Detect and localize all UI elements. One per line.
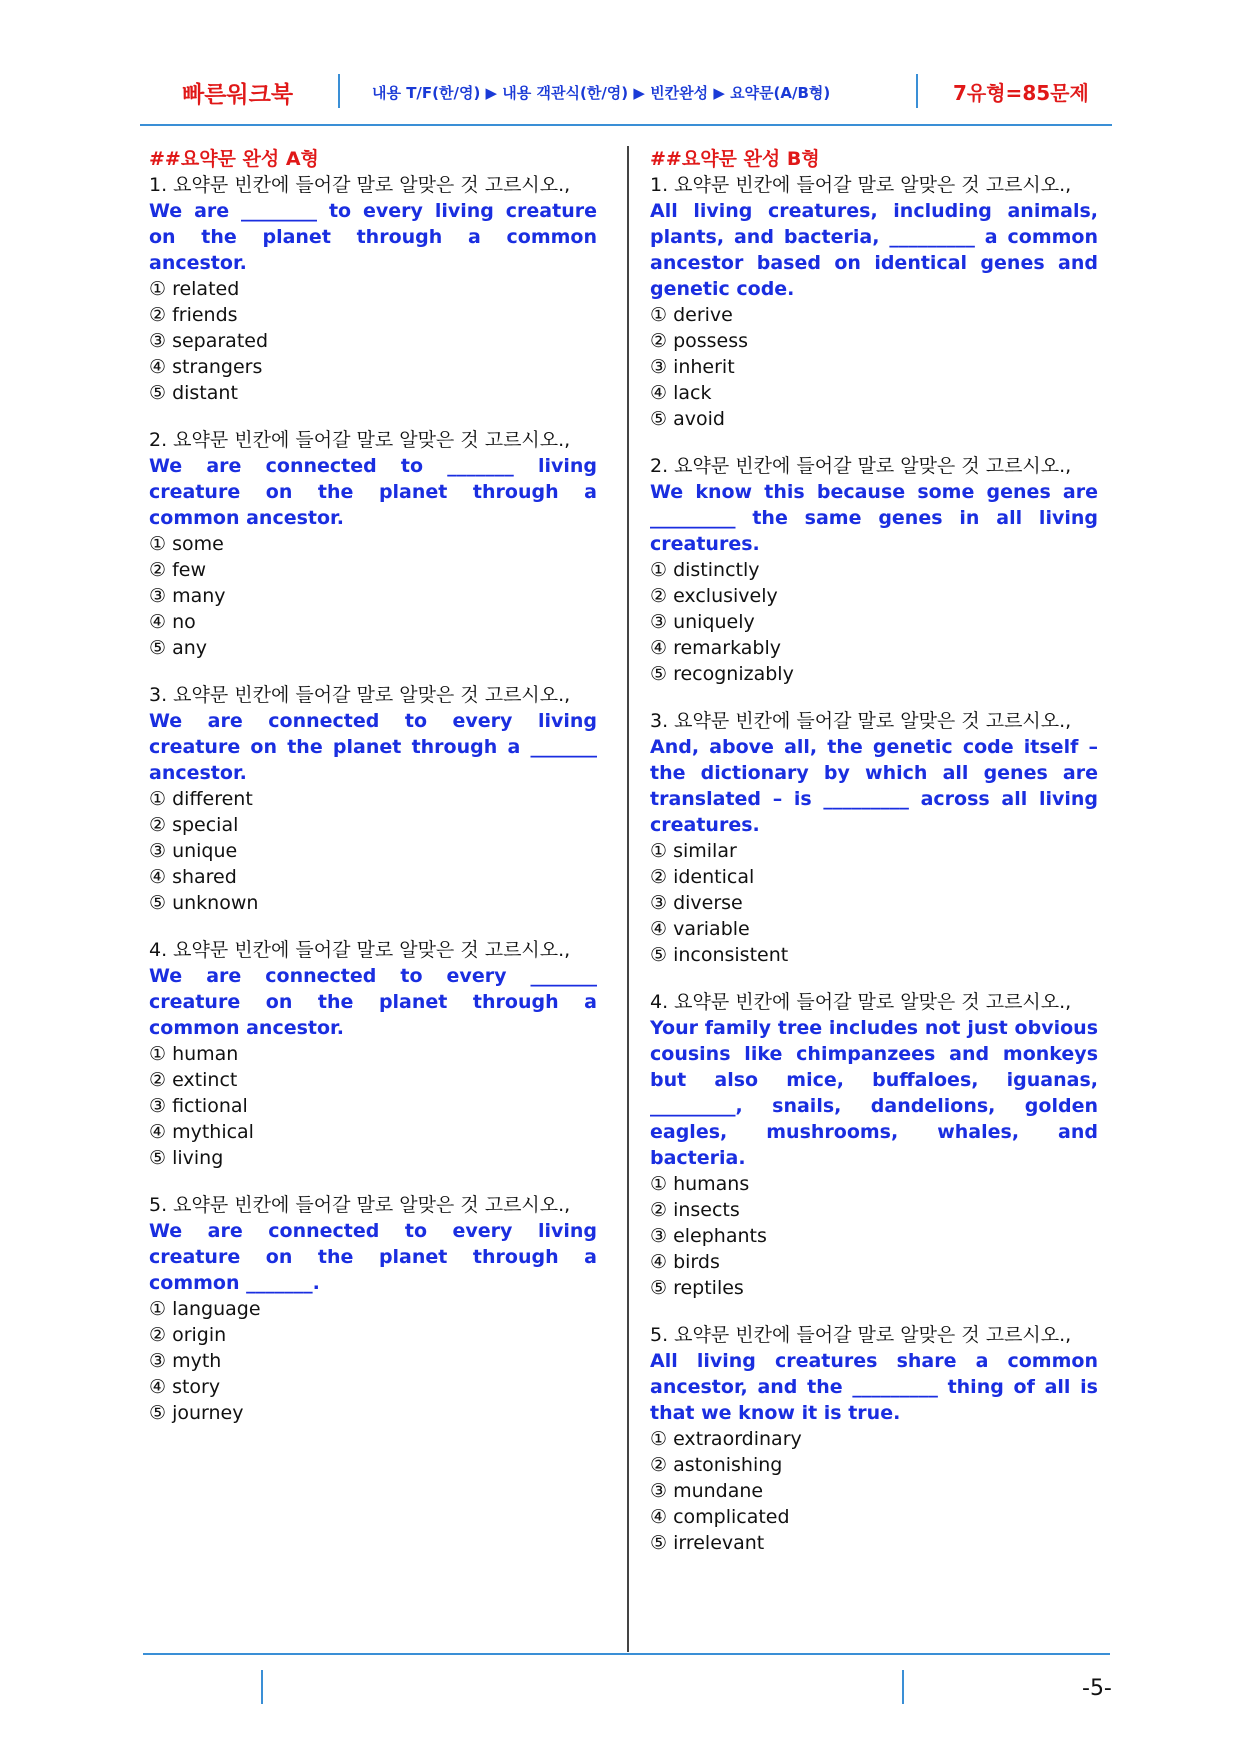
question-prompt: 3. 요약문 빈칸에 들어갈 말로 알맞은 것 고르시오., (650, 710, 1072, 732)
question-item (149, 682, 597, 916)
summary-sentence: We are connected to every _______ creature on the planet through a common ancestor. (149, 965, 597, 1039)
footer-divider (902, 1670, 904, 1704)
answer-option[interactable]: ② few (149, 559, 206, 581)
brand-title: 빠른워크북 (182, 82, 294, 108)
answer-option[interactable]: ③ many (149, 585, 226, 607)
column-divider (627, 146, 629, 1652)
answer-option[interactable]: ③ uniquely (650, 611, 755, 633)
section-a-column (149, 146, 597, 1447)
question-item (650, 708, 1098, 968)
summary-sentence: We know this because some genes are _________ the same genes in all living creatures. (650, 481, 1098, 555)
question-prompt: 2. 요약문 빈칸에 들어갈 말로 알맞은 것 고르시오., (149, 429, 571, 451)
answer-option[interactable]: ① related (149, 278, 240, 300)
answer-option[interactable]: ② friends (149, 304, 238, 326)
answer-option[interactable]: ④ shared (149, 866, 237, 888)
answer-option[interactable]: ① distinctly (650, 559, 760, 581)
answer-option[interactable]: ① language (149, 1298, 261, 1320)
question-item (149, 172, 597, 406)
summary-sentence: We are connected to every living creature on the planet through a _______ ancestor. (149, 710, 597, 784)
answer-option[interactable]: ① some (149, 533, 224, 555)
question-prompt: 1. 요약문 빈칸에 들어갈 말로 알맞은 것 고르시오., (650, 174, 1072, 196)
header-divider (916, 74, 918, 108)
answer-option[interactable]: ① extraordinary (650, 1428, 802, 1450)
footer-divider (261, 1670, 263, 1704)
question-prompt: 5. 요약문 빈칸에 들어갈 말로 알맞은 것 고르시오., (650, 1324, 1072, 1346)
summary-sentence: Your family tree includes not just obvious cousins like chimpanzees and monkeys but also mice, buffaloes, iguanas, _________, snails, dandelions, golden eagles, mushrooms, whales, and bacteria. (650, 1017, 1098, 1169)
answer-option[interactable]: ⑤ irrelevant (650, 1532, 765, 1554)
answer-option[interactable]: ⑤ inconsistent (650, 944, 789, 966)
answer-option[interactable]: ② astonishing (650, 1454, 783, 1476)
page-header (140, 72, 1112, 112)
section-a-title: ##요약문 완성 A형 (149, 148, 319, 170)
header-rule (140, 124, 1112, 126)
answer-option[interactable]: ④ story (149, 1376, 221, 1398)
summary-sentence: And, above all, the genetic code itself – the dictionary by which all genes are translated – is _________ across all living creatures. (650, 736, 1098, 836)
answer-option[interactable]: ② origin (149, 1324, 227, 1346)
answer-option[interactable]: ③ mundane (650, 1480, 764, 1502)
answer-option[interactable]: ⑤ journey (149, 1402, 244, 1424)
answer-option[interactable]: ④ mythical (149, 1121, 254, 1143)
answer-option[interactable]: ④ lack (650, 382, 712, 404)
answer-option[interactable]: ③ unique (149, 840, 238, 862)
answer-option[interactable]: ① similar (650, 840, 737, 862)
question-item (149, 1192, 597, 1426)
answer-option[interactable]: ⑤ living (149, 1147, 224, 1169)
answer-option[interactable]: ③ myth (149, 1350, 222, 1372)
summary-sentence: We are connected to every living creature on the planet through a common _______. (149, 1220, 597, 1294)
question-prompt: 4. 요약문 빈칸에 들어갈 말로 알맞은 것 고르시오., (650, 991, 1072, 1013)
answer-option[interactable]: ② extinct (149, 1069, 238, 1091)
summary-sentence: We are connected to _______ living creature on the planet through a common ancestor. (149, 455, 597, 529)
answer-option[interactable]: ③ separated (149, 330, 269, 352)
workflow-steps: 내용 T/F(한/영) ▶ 내용 객관식(한/영) ▶ 빈칸완성 ▶ 요약문(A/B형) (372, 84, 831, 102)
answer-option[interactable]: ③ elephants (650, 1225, 767, 1247)
question-prompt: 3. 요약문 빈칸에 들어갈 말로 알맞은 것 고르시오., (149, 684, 571, 706)
section-b-column (650, 146, 1098, 1577)
answer-option[interactable]: ⑤ recognizably (650, 663, 794, 685)
answer-option[interactable]: ⑤ reptiles (650, 1277, 744, 1299)
header-divider (338, 74, 340, 108)
answer-option[interactable]: ③ inherit (650, 356, 735, 378)
answer-option[interactable]: ④ variable (650, 918, 750, 940)
question-prompt: 2. 요약문 빈칸에 들어갈 말로 알맞은 것 고르시오., (650, 455, 1072, 477)
answer-option[interactable]: ⑤ any (149, 637, 208, 659)
question-prompt: 1. 요약문 빈칸에 들어갈 말로 알맞은 것 고르시오., (149, 174, 571, 196)
answer-option[interactable]: ② possess (650, 330, 749, 352)
problem-count: 7유형=85문제 (953, 81, 1089, 105)
answer-option[interactable]: ③ fictional (149, 1095, 248, 1117)
answer-option[interactable]: ② special (149, 814, 239, 836)
answer-option[interactable]: ② exclusively (650, 585, 778, 607)
answer-option[interactable]: ④ no (149, 611, 196, 633)
question-item (650, 453, 1098, 687)
answer-option[interactable]: ③ diverse (650, 892, 743, 914)
question-item (650, 1322, 1098, 1556)
summary-sentence: All living creatures share a common ancestor, and the _________ thing of all is that we know it is true. (650, 1350, 1098, 1424)
summary-sentence: All living creatures, including animals, plants, and bacteria, _________ a common ancestor based on identical genes and genetic code. (650, 200, 1098, 300)
question-prompt: 4. 요약문 빈칸에 들어갈 말로 알맞은 것 고르시오., (149, 939, 571, 961)
answer-option[interactable]: ① human (149, 1043, 239, 1065)
section-b-title: ##요약문 완성 B형 (650, 148, 820, 170)
answer-option[interactable]: ④ remarkably (650, 637, 782, 659)
answer-option[interactable]: ② insects (650, 1199, 740, 1221)
question-item (650, 172, 1098, 432)
answer-option[interactable]: ② identical (650, 866, 755, 888)
answer-option[interactable]: ④ complicated (650, 1506, 790, 1528)
question-item (149, 937, 597, 1171)
question-item (149, 427, 597, 661)
summary-sentence: We are ________ to every living creature on the planet through a common ancestor. (149, 200, 597, 274)
question-prompt: 5. 요약문 빈칸에 들어갈 말로 알맞은 것 고르시오., (149, 1194, 571, 1216)
answer-option[interactable]: ④ strangers (149, 356, 263, 378)
answer-option[interactable]: ⑤ unknown (149, 892, 259, 914)
question-item (650, 989, 1098, 1301)
answer-option[interactable]: ⑤ distant (149, 382, 238, 404)
page-number: -5- (1082, 1676, 1112, 1701)
footer-rule (143, 1653, 1110, 1655)
answer-option[interactable]: ① different (149, 788, 253, 810)
answer-option[interactable]: ⑤ avoid (650, 408, 725, 430)
answer-option[interactable]: ④ birds (650, 1251, 720, 1273)
answer-option[interactable]: ① humans (650, 1173, 750, 1195)
answer-option[interactable]: ① derive (650, 304, 733, 326)
